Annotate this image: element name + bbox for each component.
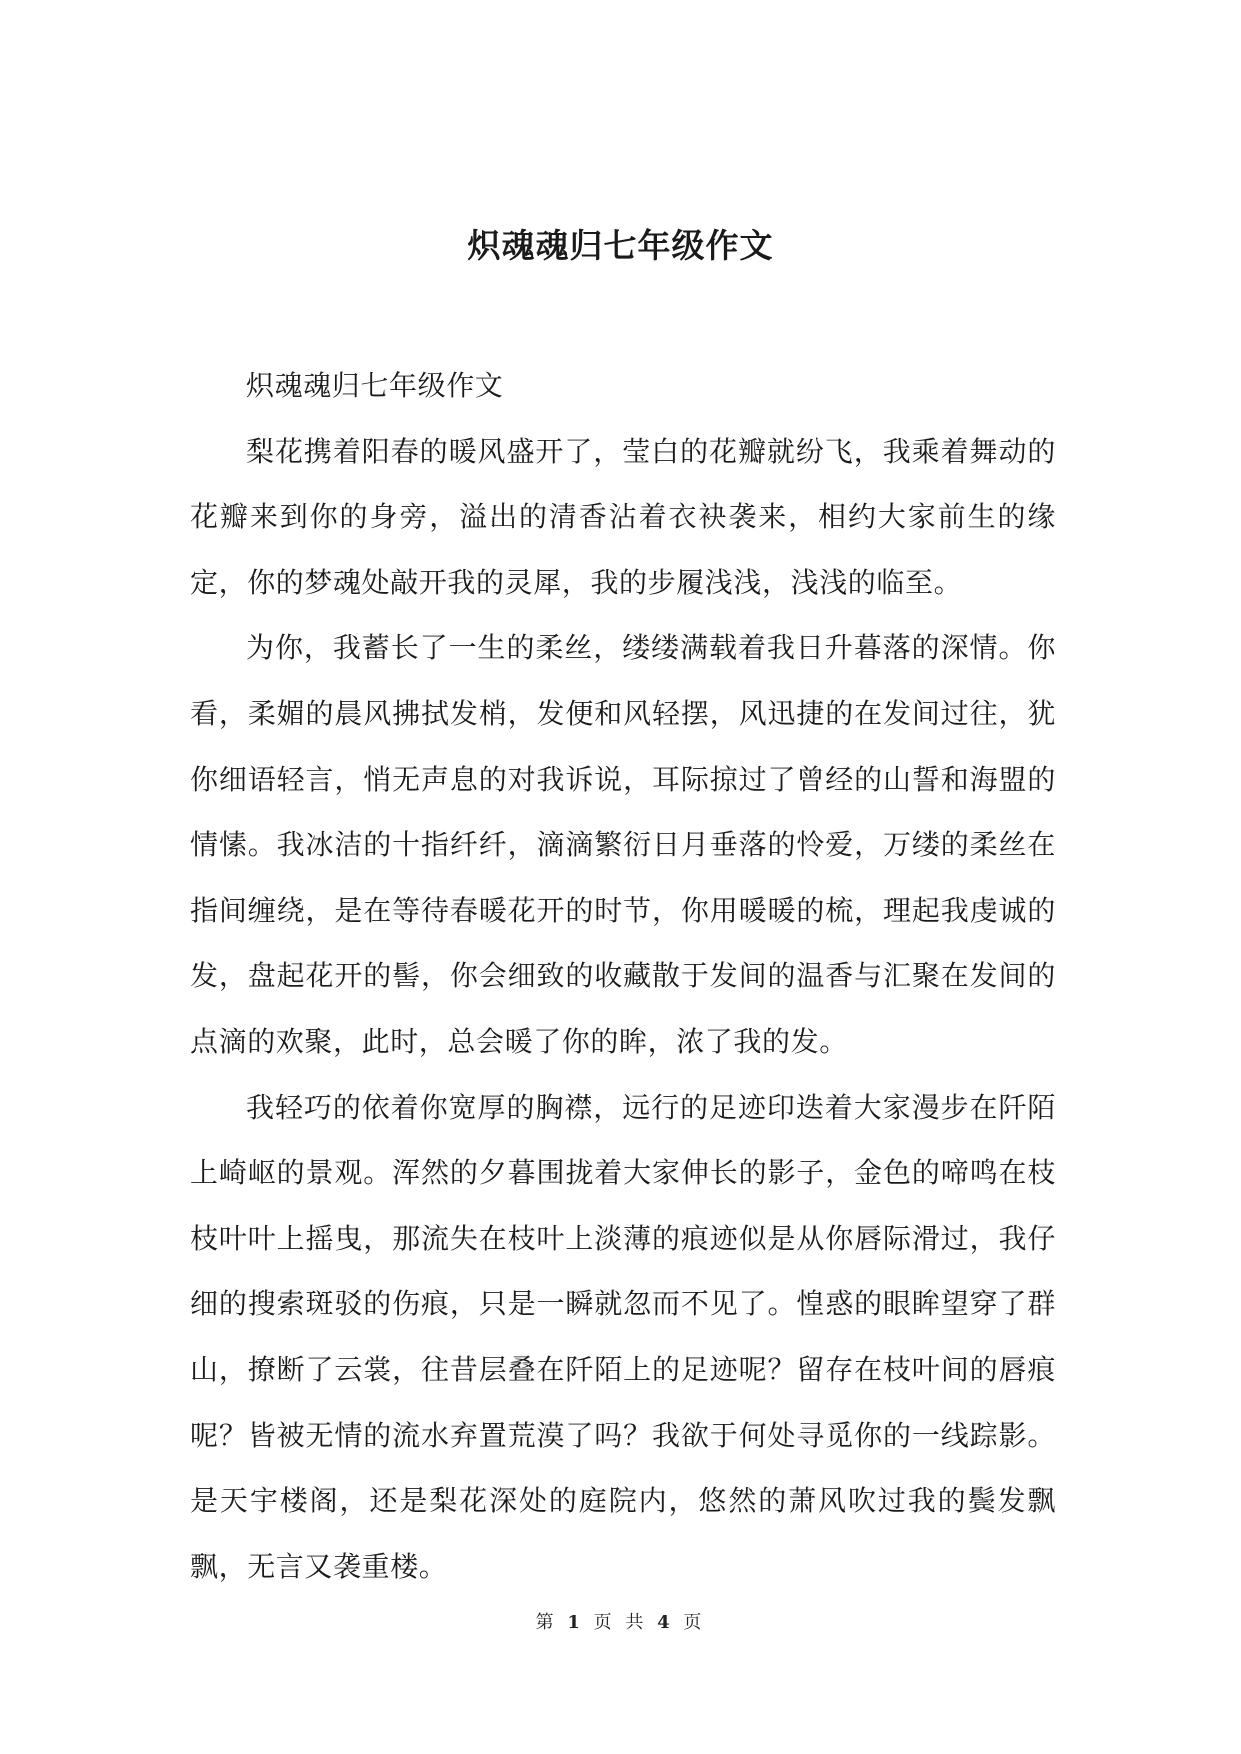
document-body	[190, 353, 1056, 1599]
footer-middle: 页 共	[593, 1612, 648, 1633]
page-footer	[0, 1608, 1241, 1634]
paragraph: 为你，我蓄长了一生的柔丝，缕缕满载着我日升暮落的深情。你看，柔媚的晨风拂拭发梢，发便和风轻摆，风迅捷的在发间过往，犹你细语轻言，悄无声息的对我诉说，耳际掠过了曾经的山誓和海盟的情愫。我冰洁的十指纤纤，滴滴繁衍日月垂落的怜爱，万缕的柔丝在指间缠绕，是在等待春暖花开的时节，你用暖暖的梳，理起我虔诚的发，盘起花开的髻，你会细致的收藏散于发间的温香与汇聚在发间的点滴的欢聚，此时，总会暖了你的眸，浓了我的发。	[190, 631, 1056, 1058]
total-pages-number: 4	[657, 1612, 674, 1633]
footer-suffix: 页	[683, 1612, 706, 1633]
paragraph: 梨花携着阳春的暖风盛开了，莹白的花瓣就纷飞，我乘着舞动的花瓣来到你的身旁，溢出的清香沾着衣袂袭来，相约大家前生的缘定，你的梦魂处敲开我的灵犀，我的步履浅浅，浅浅的临至。	[190, 434, 1056, 599]
paragraph: 炽魂魂归七年级作文	[246, 369, 504, 402]
document-title: 炽魂魂归七年级作文	[467, 226, 774, 265]
paragraph: 我轻巧的依着你宽厚的胸襟，远行的足迹印迭着大家漫步在阡陌上崎岖的景观。浑然的夕暮围拢着大家伸长的影子，金色的啼鸣在枝枝叶叶上摇曳，那流失在枝叶上淡薄的痕迹似是从你唇际滑过，我仔细的搜索斑驳的伤痕，只是一瞬就忽而不见了。惶惑的眼眸望穿了群山，撩断了云裳，往昔层叠在阡陌上的足迹呢？留存在枝叶间的唇痕呢？皆被无情的流水弃置荒漠了吗？我欲于何处寻觅你的一线踪影。是天宇楼阁，还是梨花深处的庭院内，悠然的萧风吹过我的鬓发飘飘，无言又袭重楼。	[190, 1090, 1056, 1583]
footer-prefix: 第	[535, 1612, 558, 1633]
current-page-number: 1	[567, 1612, 584, 1633]
